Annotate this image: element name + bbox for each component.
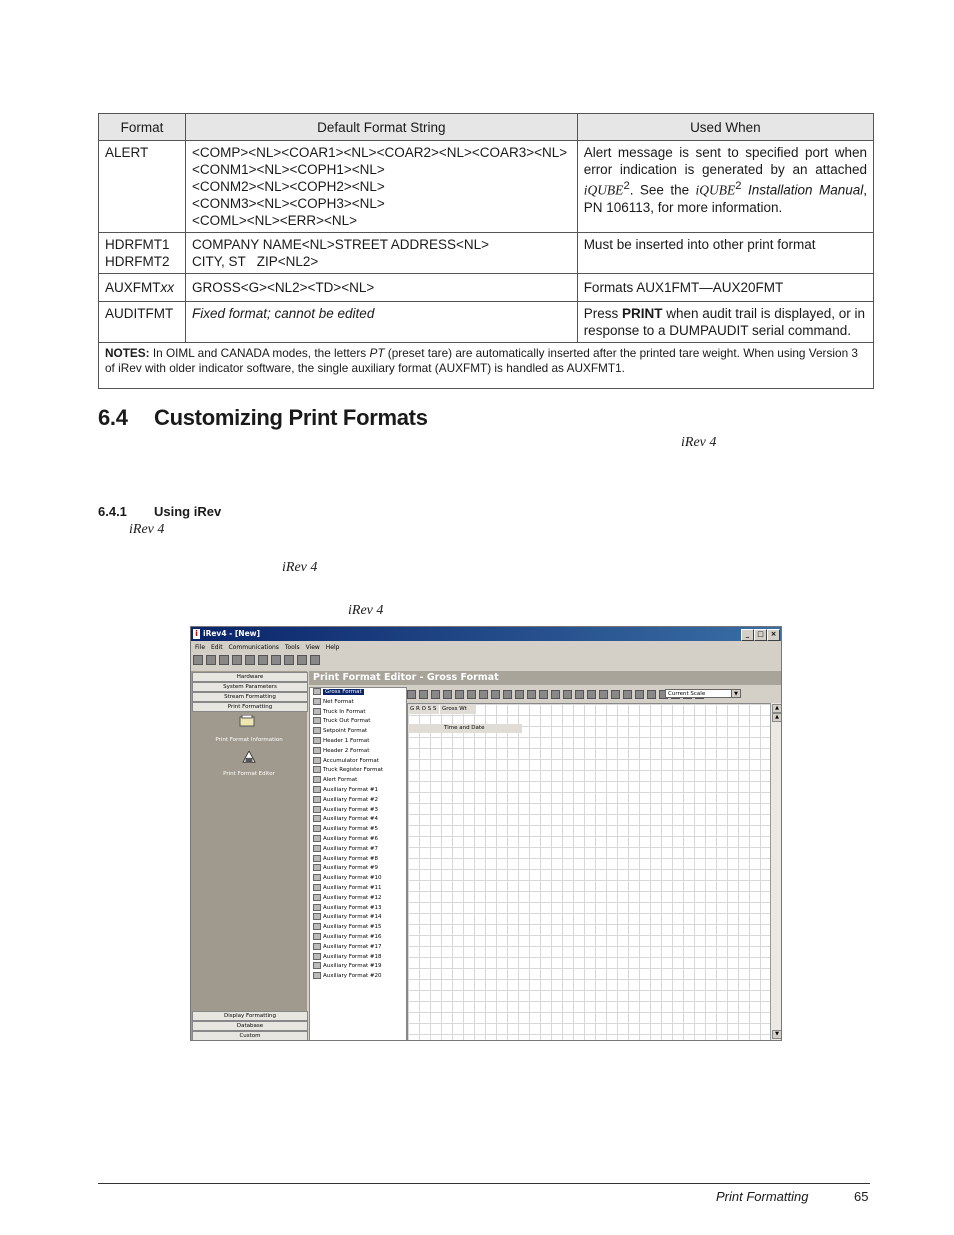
format-list-item[interactable] <box>310 913 406 923</box>
format-list-item[interactable] <box>310 855 406 865</box>
format-list-item[interactable] <box>310 698 406 708</box>
format-list-item[interactable] <box>310 786 406 796</box>
format-item-icon <box>313 874 321 881</box>
page-number: 65 <box>854 1189 869 1204</box>
format-list-item-label: Auxiliary Format #9 <box>323 865 378 872</box>
format-list-item[interactable] <box>310 747 406 757</box>
format-tool-icon[interactable] <box>407 690 416 699</box>
table-row <box>99 302 874 343</box>
format-list-item[interactable] <box>310 776 406 786</box>
format-list-item-label: Setpoint Format <box>323 728 368 735</box>
nav-system-parameters[interactable]: System Parameters <box>192 682 308 692</box>
format-item-icon <box>313 913 321 920</box>
format-list-item[interactable] <box>310 972 406 982</box>
format-list-item[interactable] <box>310 874 406 884</box>
format-string-cell: COMPANY NAME<NL>STREET ADDRESS<NL> CITY, ST ZIP<NL2> <box>185 233 577 274</box>
format-list-item[interactable] <box>310 904 406 914</box>
main-toolbar <box>193 655 323 667</box>
format-item-icon <box>313 757 321 764</box>
format-tool-icon[interactable] <box>527 690 536 699</box>
format-tool-icon[interactable] <box>599 690 608 699</box>
format-canvas[interactable] <box>407 703 771 1041</box>
format-table <box>98 113 874 389</box>
canvas-scrollbar[interactable] <box>770 703 781 1040</box>
format-tool-icon[interactable] <box>635 690 644 699</box>
format-tool-icon[interactable] <box>539 690 548 699</box>
scroll-up-icon[interactable]: ▲ <box>772 713 782 722</box>
window-titlebar <box>191 627 781 641</box>
canvas-token-gross-wt[interactable]: Gross Wt <box>440 705 476 714</box>
format-list-item[interactable] <box>310 815 406 825</box>
format-item-icon <box>313 845 321 852</box>
format-list-item-label: Truck Register Format <box>323 767 384 774</box>
header-default-format-string: Default Format String <box>185 114 577 141</box>
format-list-item-label: Auxiliary Format #3 <box>323 806 378 813</box>
used-when-cell: Alert message is sent to specified port when error indication is generated by an attached iQUBE$^2$. See the iQUBE$^2$ Installation Manual, PN 106113, for more information. <box>577 141 873 233</box>
format-list-item-label: Auxiliary Format #6 <box>323 835 378 842</box>
format-list-item[interactable] <box>310 962 406 972</box>
irev-label: iRev 4 <box>681 435 717 450</box>
format-item-icon <box>313 737 321 744</box>
format-tool-icon[interactable] <box>587 690 596 699</box>
format-list-item[interactable] <box>310 806 406 816</box>
print-format-information-label[interactable]: Print Format Information <box>215 737 283 743</box>
format-tool-icon[interactable] <box>467 690 476 699</box>
format-list-item[interactable] <box>310 766 406 776</box>
menu-bar <box>191 642 781 653</box>
format-tool-icon[interactable] <box>647 690 656 699</box>
format-list-item-label: Gross Format <box>325 689 362 695</box>
format-list-item-label: Auxiliary Format #7 <box>323 845 378 852</box>
format-item-icon <box>313 835 321 842</box>
chevron-down-icon: ▼ <box>731 690 740 697</box>
format-item-icon <box>313 894 321 901</box>
scale-select[interactable]: Current Scale ▼ <box>665 689 741 698</box>
table-row <box>99 274 874 302</box>
subsection-heading: 6.4.1 Using iRev <box>98 504 222 519</box>
format-tool-icon[interactable] <box>431 690 440 699</box>
scroll-down-icon[interactable]: ▼ <box>772 1030 782 1039</box>
menu-tools[interactable]: Tools <box>284 644 300 651</box>
scroll-up-icon[interactable]: ▲ <box>772 704 782 713</box>
menu-help[interactable]: Help <box>325 644 340 651</box>
format-string-cell: <COMP><NL><COAR1><NL><COAR2><NL><COAR3><NL> <CONM1><NL><COPH1><NL> <CONM2><NL><COPH2><NL> <CONM3><NL><COPH3><NL> <COML><NL><ERR><NL> <box>185 141 577 233</box>
header-used-when: Used When <box>577 114 873 141</box>
format-list-item-label: Auxiliary Format #16 <box>323 933 382 940</box>
format-item-icon <box>313 815 321 822</box>
format-item-icon <box>313 953 321 960</box>
footer-section-title: Print Formatting <box>716 1189 809 1204</box>
format-list-item[interactable] <box>310 737 406 747</box>
format-list-item[interactable] <box>310 825 406 835</box>
format-item-icon <box>313 708 321 715</box>
format-cell: AUXFMTxx <box>99 274 186 302</box>
format-item-icon <box>313 933 321 940</box>
window-title: iRev4 - [New] <box>203 629 261 638</box>
format-list-item[interactable] <box>310 894 406 904</box>
format-list-item[interactable] <box>310 708 406 718</box>
format-list-item-label: Auxiliary Format #13 <box>323 904 382 911</box>
format-cell: AUDITFMT <box>99 302 186 343</box>
print-format-editor-label[interactable]: Print Format Editor <box>223 771 275 777</box>
editor-title: Print Format Editor - Gross Format <box>309 671 781 685</box>
close-icon[interactable]: × <box>767 629 780 641</box>
notes-cell: NOTES: In OIML and CANADA modes, the letters PT (preset tare) are automatically inserted after the printed tare weight. When using Version 3 of iRev with older indicator software, the single auxiliary format (AUXFMT) is handled as AUXFMT1. <box>99 343 874 389</box>
nav-display-formatting[interactable]: Display Formatting <box>192 1011 308 1021</box>
format-item-icon <box>313 943 321 950</box>
irev-window-screenshot <box>190 626 782 1041</box>
format-list-item-label: Auxiliary Format #4 <box>323 816 378 823</box>
format-list-item-label: Header 2 Format <box>323 747 370 754</box>
format-tool-icon[interactable] <box>551 690 560 699</box>
save-icon[interactable] <box>219 655 229 665</box>
editor-toolbar <box>407 687 781 701</box>
format-item-icon <box>313 717 321 724</box>
irev-label: iRev 4 <box>282 560 318 575</box>
format-list-item[interactable] <box>310 884 406 894</box>
format-item-icon <box>313 747 321 754</box>
format-tool-icon[interactable] <box>419 690 428 699</box>
format-list-item-label: Accumulator Format <box>323 757 379 764</box>
format-item-icon <box>313 698 321 705</box>
format-list-item-label: Auxiliary Format #5 <box>323 826 378 833</box>
format-list-item[interactable] <box>310 943 406 953</box>
format-item-icon <box>313 962 321 969</box>
format-item-icon <box>313 825 321 832</box>
used-when-cell: Formats AUX1FMT—AUX20FMT <box>577 274 873 302</box>
format-list-item-label: Alert Format <box>323 777 358 784</box>
open-icon[interactable] <box>206 655 216 665</box>
format-tool-icon[interactable] <box>563 690 572 699</box>
format-list-item-label: Auxiliary Format #2 <box>323 796 378 803</box>
menu-file[interactable]: File <box>195 644 206 651</box>
format-list-item[interactable] <box>310 864 406 874</box>
nav-print-formatting[interactable]: Print Formatting <box>192 702 308 712</box>
app-logo-icon: i <box>193 629 200 639</box>
table-header-row <box>99 114 874 141</box>
used-when-cell: Must be inserted into other print format <box>577 233 873 274</box>
canvas-token-gross[interactable]: G R O S S <box>408 705 439 714</box>
format-item-icon <box>313 923 321 930</box>
format-cell: HDRFMT1 HDRFMT2 <box>99 233 186 274</box>
footer-rule <box>98 1183 870 1184</box>
format-tool-icon[interactable] <box>515 690 524 699</box>
irev-label: iRev 4 <box>348 603 384 618</box>
format-tool-icon[interactable] <box>611 690 620 699</box>
menu-edit[interactable]: Edit <box>210 644 223 651</box>
format-list-item[interactable] <box>310 717 406 727</box>
format-list-item-label: Truck Out Format <box>323 718 371 725</box>
format-list-item-label: Auxiliary Format #1 <box>323 786 378 793</box>
notes-row <box>99 343 874 389</box>
format-tool-icon[interactable] <box>443 690 452 699</box>
format-item-icon <box>313 688 321 695</box>
format-tool-icon[interactable] <box>503 690 512 699</box>
format-tool-icon[interactable] <box>623 690 632 699</box>
format-item-icon <box>313 972 321 979</box>
print-format-information-icon[interactable] <box>239 715 255 727</box>
menu-communications[interactable]: Communications <box>228 644 279 651</box>
nav-custom[interactable]: Custom <box>192 1031 308 1041</box>
format-list-item-label: Auxiliary Format #11 <box>323 884 382 891</box>
delete-icon[interactable] <box>297 655 307 665</box>
format-list-item[interactable] <box>310 953 406 963</box>
format-list-item-label: Auxiliary Format #8 <box>323 855 378 862</box>
format-item-icon <box>313 766 321 773</box>
format-cell: ALERT <box>99 141 186 233</box>
nav-stream-formatting[interactable]: Stream Formatting <box>192 692 308 702</box>
new-icon[interactable] <box>193 655 203 665</box>
format-string-cell: Fixed format; cannot be edited <box>185 302 577 343</box>
nav-database[interactable]: Database <box>192 1021 308 1031</box>
format-tool-icon[interactable] <box>575 690 584 699</box>
irev-label: iRev 4 <box>129 522 165 537</box>
connect-icon[interactable] <box>310 655 320 665</box>
print-format-editor-icon[interactable] <box>241 751 257 763</box>
format-list <box>309 687 407 1041</box>
format-list-item-label: Net Format <box>323 698 354 705</box>
format-list-item[interactable] <box>310 727 406 737</box>
format-list-item[interactable] <box>310 923 406 933</box>
paste-icon[interactable] <box>284 655 294 665</box>
navigation-pane <box>191 671 307 1040</box>
canvas-token-time-date[interactable]: Time and Date <box>408 724 522 733</box>
format-item-icon <box>313 855 321 862</box>
format-item-icon <box>313 776 321 783</box>
format-list-item-label: Truck In Format <box>323 708 366 715</box>
cut-icon[interactable] <box>258 655 268 665</box>
format-item-icon <box>313 727 321 734</box>
header-format: Format <box>99 114 186 141</box>
copy-icon[interactable] <box>271 655 281 665</box>
undo-icon[interactable] <box>245 655 255 665</box>
used-when-cell: Press PRINT when audit trail is displayed, or in response to a DUMPAUDIT serial command. <box>577 302 873 343</box>
format-item-icon <box>313 904 321 911</box>
format-list-item-label: Auxiliary Format #18 <box>323 953 382 960</box>
format-list-item-label: Header 1 Format <box>323 737 370 744</box>
format-list-item-label: Auxiliary Format #17 <box>323 943 382 950</box>
format-list-item-label: Auxiliary Format #15 <box>323 924 382 931</box>
format-list-item[interactable] <box>310 757 406 767</box>
format-item-icon <box>313 806 321 813</box>
format-list-item-label: Auxiliary Format #12 <box>323 894 382 901</box>
format-list-item-label: Auxiliary Format #20 <box>323 973 382 980</box>
table-row <box>99 141 874 233</box>
menu-view[interactable]: View <box>305 644 320 651</box>
format-tool-icon[interactable] <box>479 690 488 699</box>
format-item-icon <box>313 796 321 803</box>
format-item-icon <box>313 864 321 871</box>
maximize-icon[interactable]: □ <box>754 629 767 641</box>
section-heading: 6.4 Customizing Print Formats <box>98 405 428 430</box>
nav-hardware[interactable]: Hardware <box>192 672 308 682</box>
format-list-item-label: Auxiliary Format #19 <box>323 963 382 970</box>
format-list-item[interactable] <box>310 796 406 806</box>
format-list-item[interactable] <box>310 688 406 698</box>
table-row <box>99 233 874 274</box>
format-tool-icon[interactable] <box>491 690 500 699</box>
format-list-item[interactable] <box>310 845 406 855</box>
format-tool-icon[interactable] <box>455 690 464 699</box>
format-item-icon <box>313 884 321 891</box>
format-item-icon <box>313 786 321 793</box>
format-list-item[interactable] <box>310 835 406 845</box>
minimize-icon[interactable]: _ <box>741 629 754 641</box>
format-list-item[interactable] <box>310 933 406 943</box>
format-list-item-label: Auxiliary Format #10 <box>323 875 382 882</box>
print-icon[interactable] <box>232 655 242 665</box>
format-string-cell: GROSS<G><NL2><TD><NL> <box>185 274 577 302</box>
format-list-item-label: Auxiliary Format #14 <box>323 914 382 921</box>
